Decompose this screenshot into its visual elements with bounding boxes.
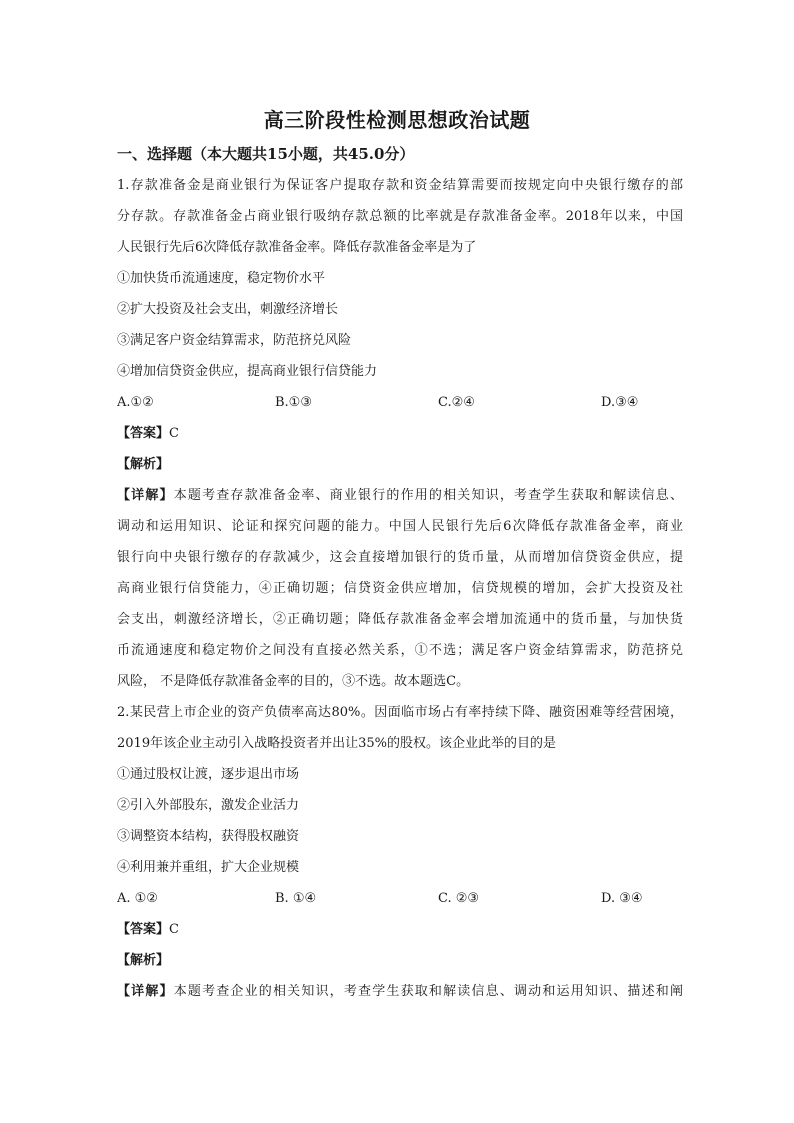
question-option: ④增加信贷资金供应，提高商业银行信贷能力 <box>117 364 378 379</box>
analysis-tag: 【解析】 <box>117 953 170 968</box>
choice-d: D. ③④ <box>601 891 643 906</box>
answer-line <box>117 916 683 947</box>
question-stem-line: 1.存款准备金是商业银行为保证客户提取存款和资金结算需要而按规定向中央银行缴存的部 <box>117 178 683 193</box>
detail-line: 调动和运用知识、论证和探究问题的能力。中国人民银行先后6次降低存款准备金率，商业 <box>117 519 683 534</box>
detail-text: 本题考查企业的相关知识，考查学生获取和解读信息、调动和运用知识、描述和阐 <box>173 984 683 999</box>
question-option: ①加快货币流通速度，稳定物价水平 <box>117 271 326 286</box>
detail-line: 银行向中央银行缴存的存款减少，这会直接增加银行的货币量，从而增加信贷资金供应，提 <box>117 550 683 565</box>
question-stem-line: 2.某民营上市企业的资产负债率高达80%。因面临市场占有率持续下降、融资困难等经营困境， <box>117 705 683 720</box>
detail-line <box>117 978 683 1009</box>
choice-b: B.①③ <box>275 395 312 410</box>
question-option: ③满足客户资金结算需求，防范挤兑风险 <box>117 333 352 348</box>
detail-line: 风险， 不是降低存款准备金率的目的，③不选。故本题选C。 <box>117 674 470 689</box>
analysis-line <box>117 451 683 482</box>
section-heading: 一、选择题（本大题共15小题，共45.0分） <box>117 145 415 163</box>
detail-line <box>117 482 683 513</box>
answer-choices <box>117 389 683 420</box>
detail-line: 会支出，刺激经济增长，②正确切题；降低存款准备金率会增加流通中的货币量，与加快货 <box>117 612 683 627</box>
choice-a: A. ①② <box>117 891 158 906</box>
answer-value: C <box>169 426 179 441</box>
question-option: ①通过股权让渡，逐步退出市场 <box>117 767 300 782</box>
detail-line: 高商业银行信贷能力，④正确切题；信贷资金供应增加，信贷规模的增加，会扩大投资及社 <box>117 581 683 596</box>
choice-b: B. ①④ <box>275 891 317 906</box>
question-2 <box>117 699 683 1009</box>
choice-c: C. ②③ <box>438 891 480 906</box>
page-title: 高三阶段性检测思想政治试题 <box>263 108 531 132</box>
detail-tag: 【详解】 <box>117 984 174 999</box>
detail-tag: 【详解】 <box>117 488 174 503</box>
question-stem-line: 分存款。存款准备金占商业银行吸纳存款总额的比率就是存款准备金率。2018年以来，中国 <box>117 209 683 224</box>
choice-d: D.③④ <box>601 395 639 410</box>
detail-text: 本题考查存款准备金率、商业银行的作用的相关知识，考查学生获取和解读信息、 <box>173 488 683 503</box>
question-stem-line: 人民银行先后6次降低存款准备金率。降低存款准备金率是为了 <box>117 240 477 255</box>
answer-tag: 【答案】 <box>117 426 170 441</box>
question-option: ④利用兼并重组，扩大企业规模 <box>117 860 300 875</box>
question-1 <box>117 172 683 699</box>
detail-line: 币流通速度和稳定物价之间没有直接必然关系，①不选；满足客户资金结算需求，防范挤兑 <box>117 643 683 658</box>
answer-choices <box>117 885 683 916</box>
analysis-line <box>117 947 683 978</box>
question-option: ②引入外部股东，激发企业活力 <box>117 798 300 813</box>
choice-c: C.②④ <box>438 395 475 410</box>
question-content <box>117 172 683 1009</box>
question-stem-line: 2019年该企业主动引入战略投资者并出让35%的股权。该企业此举的目的是 <box>117 736 556 751</box>
question-option: ②扩大投资及社会支出，刺激经济增长 <box>117 302 339 317</box>
question-option: ③调整资本结构，获得股权融资 <box>117 829 300 844</box>
choice-a: A.①② <box>117 395 154 410</box>
answer-tag: 【答案】 <box>117 922 170 937</box>
analysis-tag: 【解析】 <box>117 457 170 472</box>
answer-value: C <box>169 922 179 937</box>
answer-line <box>117 420 683 451</box>
